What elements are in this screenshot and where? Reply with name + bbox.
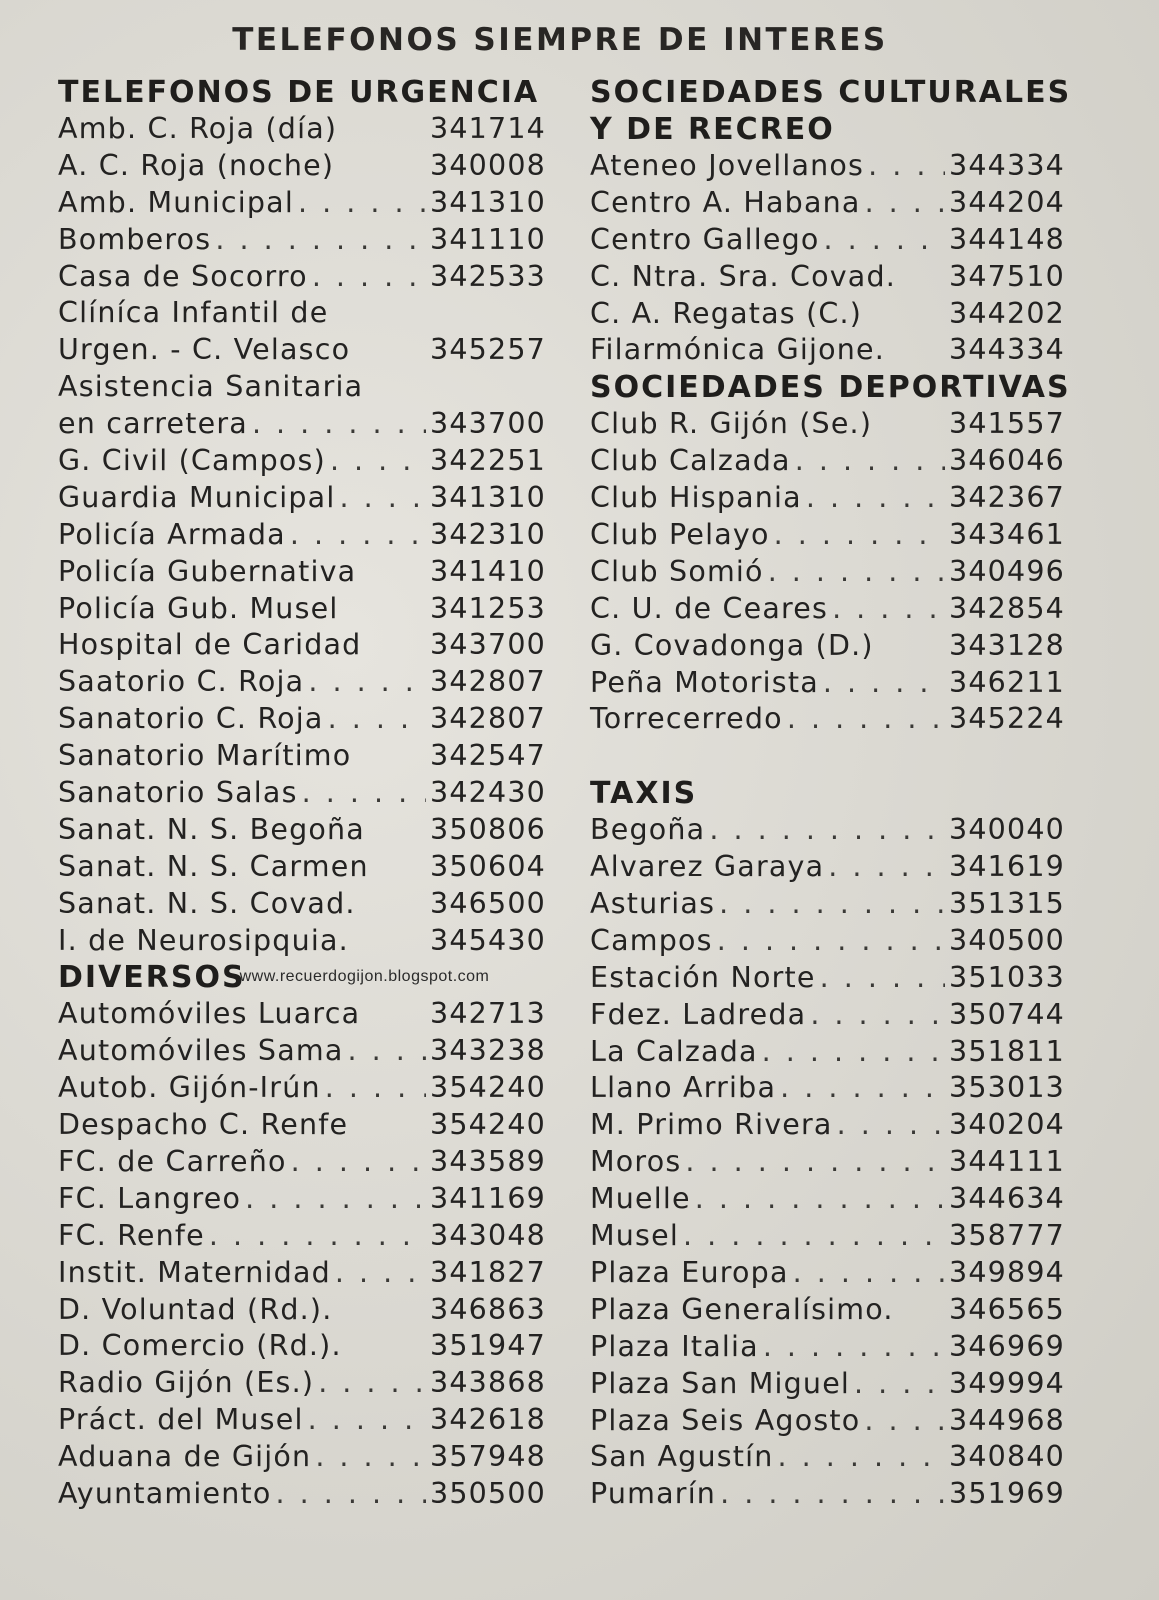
- entry-name: Automóviles Sama: [58, 1034, 344, 1068]
- phone-entry: [590, 812, 1065, 849]
- dot-leader: [806, 480, 945, 517]
- section-heading-urgencia: TELEFONOS DE URGENCIA: [58, 75, 540, 110]
- dot-leader: [215, 222, 426, 259]
- entry-name: Autob. Gijón-Irún: [58, 1071, 321, 1105]
- phone-entry: [590, 1181, 1065, 1218]
- phone-entry: [58, 591, 546, 628]
- entry-number: 351811: [949, 1034, 1065, 1068]
- entry-number: 342430: [430, 776, 546, 810]
- entry-number: 350744: [949, 997, 1065, 1031]
- phone-entry: [590, 1255, 1065, 1292]
- entry-name: G. Covadonga (D.): [590, 628, 874, 662]
- phone-entry: [58, 332, 546, 369]
- dot-leader: [275, 1476, 426, 1513]
- phone-entry: [58, 738, 546, 775]
- entry-number: 344968: [949, 1403, 1065, 1437]
- taxis-list: [590, 812, 1065, 1513]
- entry-number: 342854: [949, 591, 1065, 625]
- phone-entry: [58, 701, 546, 738]
- phone-entry: [58, 1255, 546, 1292]
- entry-name: Casa de Socorro: [58, 259, 308, 293]
- entry-name: Filarmónica Gijone.: [590, 333, 886, 367]
- entry-name: Amb. Municipal: [58, 185, 294, 219]
- section-heading-taxis: TAXIS: [590, 776, 698, 812]
- entry-number: 341169: [430, 1181, 546, 1215]
- dot-leader: [291, 1144, 426, 1181]
- entry-name: Práct. del Musel: [58, 1403, 304, 1437]
- phone-entry: [58, 1107, 546, 1144]
- phone-entry: [58, 849, 546, 886]
- dot-leader: [778, 1439, 945, 1476]
- entry-number: 343048: [430, 1218, 546, 1252]
- entry-name: Policía Gubernativa: [58, 554, 357, 588]
- dot-leader: [290, 517, 426, 554]
- entry-name: Instit. Maternidad: [58, 1255, 331, 1289]
- entry-number: 341410: [430, 554, 546, 588]
- phone-entry: [590, 1070, 1065, 1107]
- entry-name: C. Ntra. Sra. Covad.: [590, 259, 897, 293]
- phone-entry: [590, 628, 1065, 665]
- entry-number: 346969: [949, 1329, 1065, 1363]
- entry-number: 346565: [949, 1292, 1065, 1326]
- entry-name: Clíníca Infantil de: [58, 296, 329, 330]
- entry-number: 345430: [430, 923, 546, 957]
- phone-entry: [58, 111, 546, 148]
- entry-number: 354240: [430, 1108, 546, 1142]
- entry-number: 344148: [949, 222, 1065, 256]
- entry-name: Amb. C. Roja (día): [58, 112, 338, 145]
- phone-entry: [58, 406, 546, 443]
- dot-leader: [335, 1255, 426, 1292]
- entry-number: 345224: [949, 702, 1065, 736]
- dot-leader: [719, 886, 945, 923]
- dot-leader: [823, 665, 945, 702]
- entry-name: Aduana de Gijón: [58, 1440, 312, 1474]
- dot-leader: [330, 443, 426, 480]
- dot-leader: [780, 1070, 945, 1107]
- entry-name: Guardia Municipal: [58, 480, 336, 514]
- diversos-list: [58, 996, 546, 1512]
- entry-number: 343461: [949, 518, 1065, 552]
- dot-leader: [864, 1403, 945, 1440]
- entry-number: 344204: [949, 185, 1065, 219]
- entry-name: Hospital de Caridad: [58, 628, 362, 662]
- entry-name: Ateneo Jovellanos: [590, 149, 865, 182]
- entry-name: Plaza Generalísimo.: [590, 1292, 894, 1326]
- phone-entry: [58, 295, 546, 332]
- phone-entry: [58, 664, 546, 701]
- dot-leader: [763, 1329, 945, 1366]
- dot-leader: [865, 185, 945, 222]
- entry-number: 350604: [430, 849, 546, 883]
- entry-number: 346211: [949, 665, 1065, 699]
- entry-name: M. Primo Rivera: [590, 1108, 833, 1142]
- phone-entry: [58, 923, 546, 960]
- dot-leader: [685, 1144, 945, 1181]
- entry-number: 341310: [430, 185, 546, 219]
- entry-name: Peña Motorista: [590, 665, 819, 699]
- entry-number: 353013: [949, 1071, 1065, 1105]
- phone-entry: [590, 1476, 1065, 1513]
- entry-number: 341253: [430, 591, 546, 625]
- entry-number: 340008: [430, 148, 546, 182]
- entry-number: 341557: [949, 407, 1065, 441]
- entry-name: A. C. Roja (noche): [58, 148, 335, 182]
- section-heading-culturales-2: Y DE RECREO: [590, 112, 835, 147]
- entry-name: Alvarez Garaya: [590, 850, 825, 884]
- phone-entry: [590, 591, 1065, 628]
- entry-number: 344111: [949, 1145, 1065, 1179]
- phone-entry: [590, 332, 1065, 369]
- entry-name: Torrecerredo: [590, 702, 783, 736]
- entry-name: D. Comercio (Rd.).: [58, 1329, 342, 1363]
- entry-name: Centro Gallego: [590, 222, 820, 256]
- entry-number: 351969: [949, 1477, 1065, 1511]
- entry-number: 343700: [430, 628, 546, 662]
- entry-number: 351947: [430, 1329, 546, 1363]
- entry-name: Plaza Europa: [590, 1255, 789, 1289]
- phone-entry: [590, 1292, 1065, 1329]
- phone-entry: [590, 480, 1065, 517]
- entry-number: 344334: [949, 333, 1065, 367]
- dot-leader: [315, 1439, 426, 1476]
- entry-number: 340840: [949, 1440, 1065, 1474]
- entry-name: Musel: [590, 1219, 679, 1253]
- entry-name: D. Voluntad (Rd.).: [58, 1292, 333, 1326]
- phone-entry: [58, 1476, 546, 1513]
- dot-leader: [695, 1181, 945, 1218]
- phone-entry: [590, 997, 1065, 1034]
- section-spacer: [590, 738, 1065, 775]
- entry-number: 346500: [430, 886, 546, 920]
- entry-name: Sanat. N. S. Covad.: [58, 886, 356, 920]
- entry-name: Automóviles Luarca: [58, 997, 361, 1031]
- phone-entry: [590, 259, 1065, 296]
- dot-leader: [787, 701, 945, 738]
- phone-entry: [58, 554, 546, 591]
- entry-name: Pumarín: [590, 1477, 717, 1511]
- entry-name: Sanat. N. S. Carmen: [58, 849, 369, 883]
- dot-leader: [328, 701, 426, 738]
- dot-leader: [209, 1218, 426, 1255]
- entry-name: Radio Gijón (Es.): [58, 1366, 315, 1400]
- entry-number: 342807: [430, 665, 546, 699]
- dot-leader: [762, 1034, 945, 1071]
- dot-leader: [709, 812, 945, 849]
- entry-name: Ayuntamiento: [58, 1476, 272, 1510]
- phone-entry: [58, 1402, 546, 1439]
- section-heading-culturales-1: SOCIEDADES CULTURALES: [590, 75, 1072, 110]
- entry-number: 346863: [430, 1292, 546, 1326]
- phone-entry: [590, 1403, 1065, 1440]
- phone-entry: [590, 1107, 1065, 1144]
- entry-number: 343868: [430, 1366, 546, 1400]
- dot-leader: [312, 259, 426, 296]
- dot-leader: [348, 1033, 427, 1070]
- phone-entry: [590, 554, 1065, 591]
- dot-leader: [683, 1218, 945, 1255]
- entry-name: Asturias: [590, 887, 716, 921]
- entry-name: Plaza Italia: [590, 1329, 759, 1363]
- entry-name: Muelle: [590, 1182, 691, 1216]
- entry-number: 344334: [949, 149, 1065, 182]
- right-column: [590, 74, 1072, 1513]
- phone-entry: [590, 148, 1065, 185]
- entry-number: 342251: [430, 444, 546, 478]
- entry-name: Fdez. Ladreda: [590, 997, 807, 1031]
- phone-entry: [590, 222, 1065, 259]
- phone-entry: [590, 517, 1065, 554]
- page-title: TELEFONOS SIEMPRE DE INTERES: [232, 22, 888, 58]
- phone-entry: [58, 1439, 546, 1476]
- phone-entry: [590, 1439, 1065, 1476]
- culturales-list: [590, 148, 1065, 369]
- phone-entry: [590, 296, 1065, 333]
- entry-number: 342533: [430, 259, 546, 293]
- entry-number: 358777: [949, 1219, 1065, 1253]
- entry-number: 343238: [430, 1034, 546, 1068]
- phone-entry: [58, 775, 546, 812]
- entry-name: FC. Renfe: [58, 1218, 205, 1252]
- entry-name: en carretera: [58, 407, 248, 441]
- phone-entry: [58, 480, 546, 517]
- dot-leader: [720, 1476, 945, 1513]
- entry-name: Bomberos: [58, 222, 212, 256]
- entry-name: Sanatorio C. Roja: [58, 702, 324, 736]
- phone-entry: [58, 443, 546, 480]
- entry-number: 357948: [430, 1440, 546, 1474]
- urgencia-list: [58, 111, 546, 959]
- entry-name: La Calzada: [590, 1034, 758, 1068]
- entry-number: 343589: [430, 1144, 546, 1178]
- phone-entry: [590, 701, 1065, 738]
- dot-leader: [302, 775, 426, 812]
- dot-leader: [245, 1181, 426, 1218]
- entry-number: 341619: [949, 850, 1065, 884]
- phone-entry: [58, 627, 546, 664]
- entry-number: 342618: [430, 1403, 546, 1437]
- entry-name: Campos: [590, 923, 713, 957]
- entry-name: Estación Norte: [590, 960, 816, 994]
- entry-number: 344202: [949, 296, 1065, 330]
- phone-entry: [58, 1292, 546, 1329]
- phone-entry: [590, 1329, 1065, 1366]
- entry-number: 340040: [949, 813, 1065, 847]
- phone-entry: [58, 1181, 546, 1218]
- phone-entry: [590, 1366, 1065, 1403]
- entry-name: Policía Gub. Musel: [58, 591, 339, 625]
- entry-number: 344634: [949, 1182, 1065, 1216]
- dot-leader: [820, 960, 945, 997]
- watermark-url: www.recuerdogijon.blogspot.com: [239, 968, 490, 986]
- phone-entry: [58, 185, 546, 222]
- dot-leader: [854, 1366, 945, 1403]
- dot-leader: [810, 997, 945, 1034]
- phone-entry: [58, 1365, 546, 1402]
- dot-leader: [774, 517, 945, 554]
- dot-leader: [318, 1365, 426, 1402]
- phone-entry: [58, 369, 546, 406]
- dot-leader: [795, 443, 945, 480]
- phone-entry: [590, 665, 1065, 702]
- entry-number: 342367: [949, 481, 1065, 515]
- phone-entry: [590, 185, 1065, 222]
- entry-name: Asistencia Sanitaria: [58, 370, 364, 404]
- dot-leader: [793, 1255, 945, 1292]
- entry-name: Moros: [590, 1145, 682, 1179]
- entry-number: 351315: [949, 887, 1065, 921]
- entry-number: 351033: [949, 960, 1065, 994]
- entry-number: 340500: [949, 923, 1065, 957]
- entry-number: 343128: [949, 628, 1065, 662]
- entry-number: 341110: [430, 222, 546, 256]
- phone-entry: [58, 886, 546, 923]
- entry-number: 342807: [430, 702, 546, 736]
- entry-name: Club R. Gijón (Se.): [590, 407, 873, 441]
- entry-name: Club Pelayo: [590, 518, 770, 552]
- entry-number: 340496: [949, 554, 1065, 588]
- left-column: [58, 74, 546, 1513]
- deportivas-list: [590, 406, 1065, 738]
- entry-number: 341827: [430, 1255, 546, 1289]
- dot-leader: [824, 222, 945, 259]
- entry-name: Urgen. - C. Velasco: [58, 333, 351, 367]
- dot-leader: [768, 554, 945, 591]
- entry-name: G. Civil (Campos): [58, 444, 326, 478]
- phone-entry: [58, 996, 546, 1033]
- entry-number: 341714: [430, 112, 546, 145]
- dot-leader: [868, 148, 945, 185]
- entry-number: 350806: [430, 812, 546, 846]
- phone-entry: [58, 1144, 546, 1181]
- phone-entry: [590, 960, 1065, 997]
- phone-entry: [58, 1033, 546, 1070]
- dot-leader: [325, 1070, 426, 1107]
- entry-number: 354240: [430, 1071, 546, 1105]
- entry-name: Club Somió: [590, 554, 764, 588]
- entry-number: 350500: [430, 1476, 546, 1510]
- phone-entry: [58, 1070, 546, 1107]
- phone-entry: [58, 148, 546, 185]
- entry-number: 341310: [430, 480, 546, 514]
- entry-name: San Agustín: [590, 1440, 774, 1474]
- entry-name: Begoña: [590, 813, 706, 847]
- entry-name: I. de Neurosipquia.: [58, 923, 349, 957]
- entry-name: Club Hispania: [590, 481, 802, 515]
- section-heading-diversos: DIVERSOS: [58, 960, 246, 996]
- dot-leader: [832, 591, 945, 628]
- dot-leader: [717, 923, 945, 960]
- entry-number: 349994: [949, 1366, 1065, 1400]
- entry-name: Saatorio C. Roja: [58, 665, 305, 699]
- entry-name: Centro A. Habana: [590, 185, 861, 219]
- entry-number: 347510: [949, 259, 1065, 293]
- dot-leader: [837, 1107, 945, 1144]
- phone-entry: [590, 849, 1065, 886]
- phone-entry: [590, 406, 1065, 443]
- phone-entry: [58, 517, 546, 554]
- dot-leader: [252, 406, 426, 443]
- entry-name: Plaza Seis Agosto: [590, 1403, 861, 1437]
- diversos-heading-row: [58, 959, 546, 996]
- entry-number: 342547: [430, 739, 546, 773]
- entry-number: 346046: [949, 444, 1065, 478]
- phone-entry: [590, 443, 1065, 480]
- phone-entry: [590, 1034, 1065, 1071]
- phone-entry: [58, 259, 546, 296]
- entry-number: 343700: [430, 407, 546, 441]
- entry-name: Sanatorio Marítimo: [58, 739, 352, 773]
- entry-name: Despacho C. Renfe: [58, 1108, 349, 1142]
- entry-name: Sanat. N. S. Begoña: [58, 812, 365, 846]
- entry-number: 342713: [430, 997, 546, 1031]
- phone-entry: [590, 1144, 1065, 1181]
- entry-name: C. A. Regatas (C.): [590, 296, 863, 330]
- phone-entry: [58, 222, 546, 259]
- entry-name: Policía Armada: [58, 517, 286, 551]
- phone-entry: [590, 1218, 1065, 1255]
- entry-number: 340204: [949, 1108, 1065, 1142]
- dot-leader: [308, 664, 426, 701]
- phone-entry: [590, 886, 1065, 923]
- phone-entry: [590, 923, 1065, 960]
- entry-number: 349894: [949, 1255, 1065, 1289]
- dot-leader: [308, 1402, 426, 1439]
- entry-name: Plaza San Miguel: [590, 1366, 851, 1400]
- phone-entry: [58, 1218, 546, 1255]
- entry-name: C. U. de Ceares: [590, 591, 829, 625]
- dot-leader: [298, 185, 426, 222]
- phone-entry: [58, 1328, 546, 1365]
- entry-name: Club Calzada: [590, 444, 791, 478]
- entry-number: 345257: [430, 333, 546, 367]
- entry-name: Sanatorio Salas: [58, 776, 298, 810]
- phone-entry: [58, 812, 546, 849]
- entry-number: 342310: [430, 517, 546, 551]
- entry-name: Llano Arriba: [590, 1071, 777, 1105]
- entry-name: FC. Langreo: [58, 1181, 242, 1215]
- entry-name: FC. de Carreño: [58, 1144, 287, 1178]
- section-heading-deportivas: SOCIEDADES DEPORTIVAS: [590, 370, 1071, 406]
- dot-leader: [339, 480, 426, 517]
- dot-leader: [828, 849, 945, 886]
